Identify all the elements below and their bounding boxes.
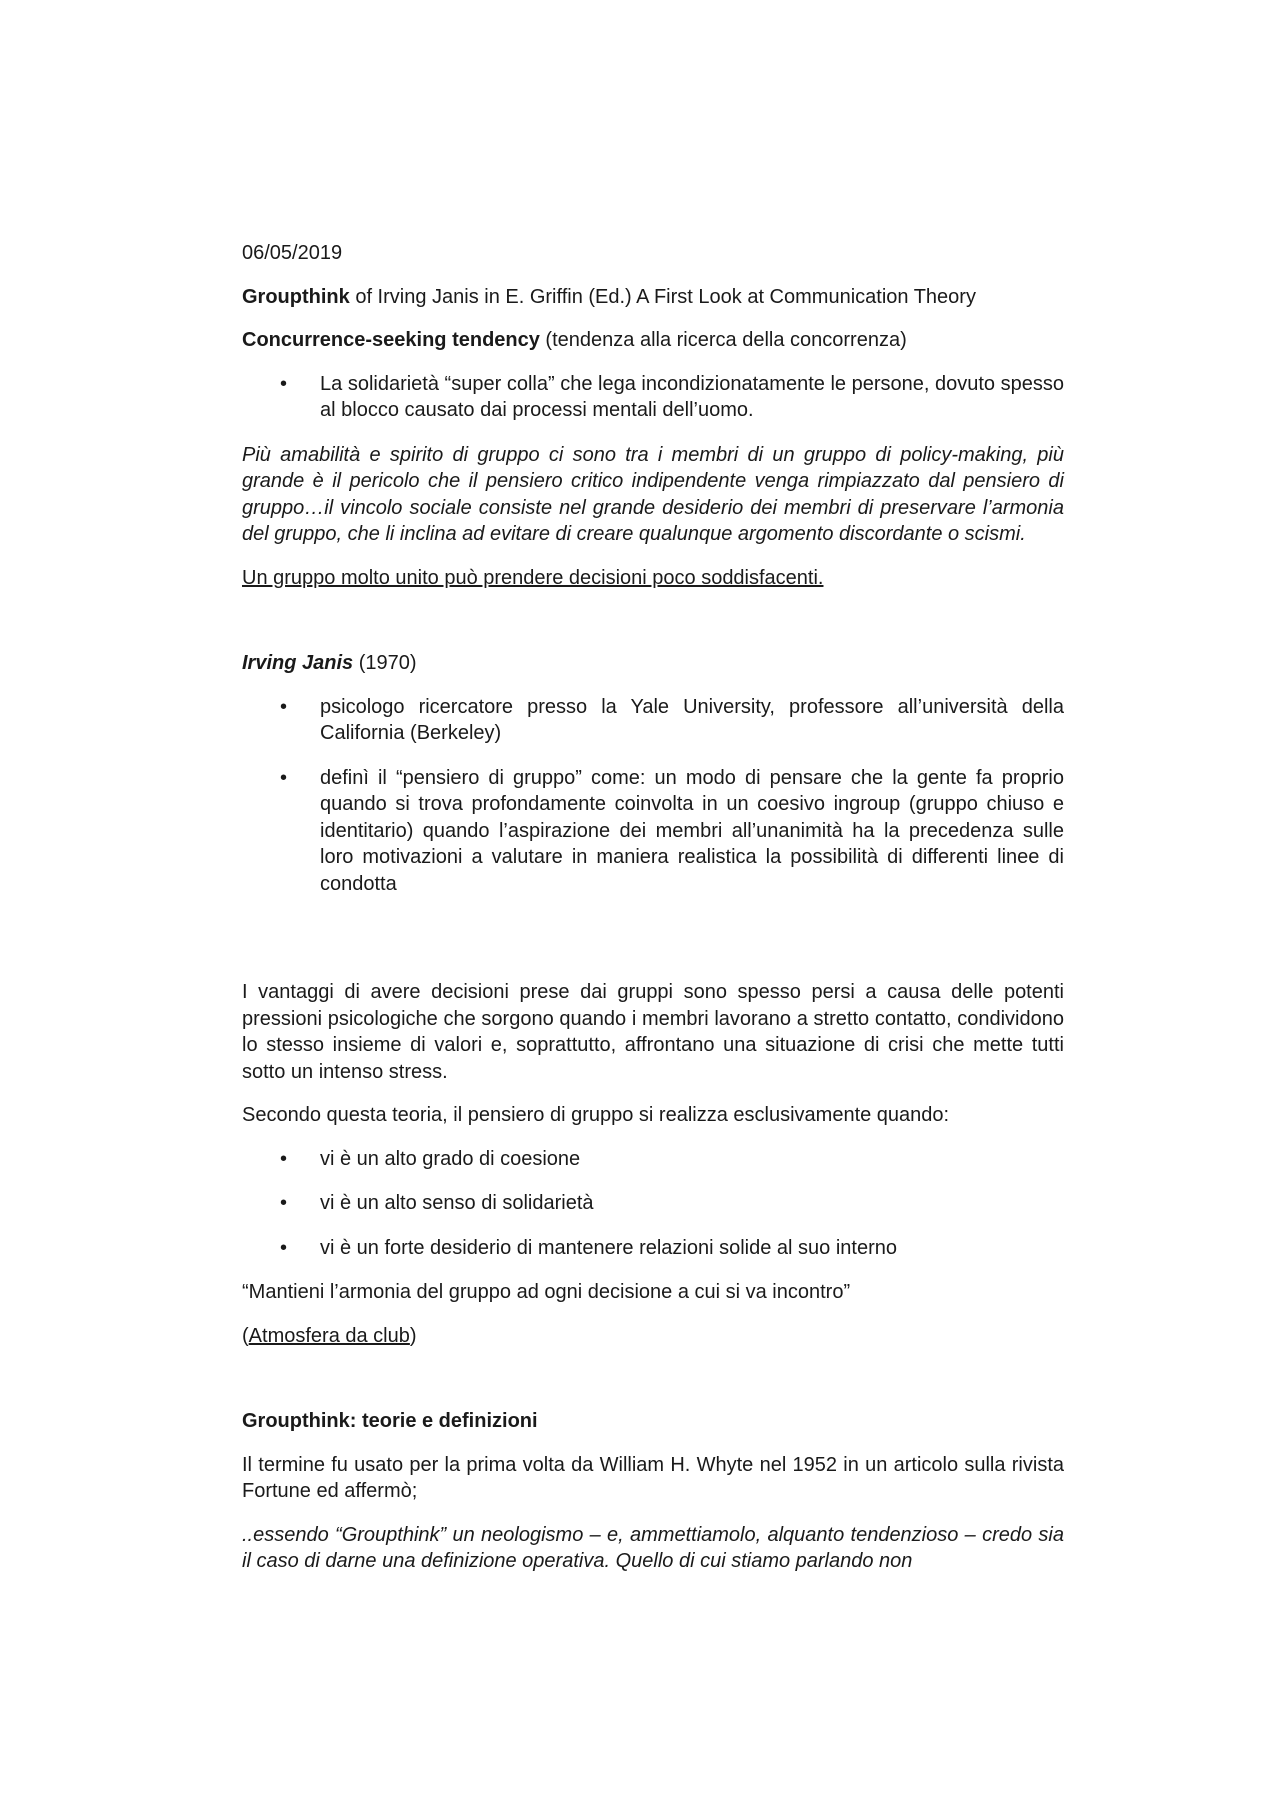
concurrence-list — [242, 371, 1064, 424]
list-item: • definì il “pensiero di gruppo” come: un modo di pensare che la gente fa proprio quando si trova profondamente coinvolta in un coesivo ingroup (gruppo chiuso e identitario) quando l’aspirazione dei membri all’unanimità ha la precedenza sulle loro motivazioni a valutare in maniera realistica la possibilità di differenti linee di condotta — [320, 765, 1064, 898]
list-item: • psicologo ricercatore presso la Yale University, professore all’università della California (Berkeley) — [320, 694, 1064, 747]
club-text: Atmosfera da club — [248, 1324, 410, 1347]
club-open-paren: ( — [242, 1324, 249, 1347]
list-item: • vi è un alto senso di solidarietà — [320, 1190, 1064, 1217]
theory-intro: Secondo questa teoria, il pensiero di gruppo si realizza esclusivamente quando: — [242, 1104, 950, 1126]
club-note — [242, 1323, 1064, 1350]
date: 06/05/2019 — [242, 242, 343, 264]
janis-list — [242, 694, 1064, 898]
section2-paragraph: Il termine fu usato per la prima volta da William H. Whyte nel 1952 in un articolo sulla rivista Fortune ed affermò; — [242, 1453, 1064, 1502]
motto: “Mantieni l’armonia del gruppo ad ogni decisione a cui si va incontro” — [242, 1281, 851, 1303]
list-item: • vi è un alto grado di coesione — [320, 1146, 1064, 1173]
advantages-paragraph: I vantaggi di avere decisioni prese dai gruppi sono spesso persi a causa delle potenti pressioni psicologiche che sorgono quando i membri lavorano a stretto contatto, condividono lo stesso insieme di valori e, soprattutto, affrontano una situazione di crisi che mette tutti sotto un intenso stress. — [242, 981, 1064, 1083]
section2-heading-text: Groupthink: teorie e definizioni — [242, 1410, 538, 1432]
quote-paragraph: Più amabilità e spirito di gruppo ci sono tra i membri di un gruppo di policy-making, più grande è il pericolo che il pensiero critico indipendente venga rimpiazzato dal pensiero di gruppo…il vincolo sociale consiste nel grande desiderio dei membri di preservare l’armonia del gruppo, che li inclina ad evitare di creare qualunque argomento discordante o scismi. — [242, 443, 1064, 545]
janis-year: (1970) — [353, 652, 417, 674]
conditions-list — [242, 1146, 1064, 1262]
janis-name: Irving Janis — [242, 652, 354, 674]
janis-heading — [242, 650, 1064, 677]
list-item: • La solidarietà “super colla” che lega incondizionatamente le persone, dovuto spesso al blocco causato dai processi mentali dell’uomo. — [320, 371, 1064, 424]
section2-heading — [242, 1408, 1064, 1435]
underlined-statement: Un gruppo molto unito può prendere decisioni poco soddisfacenti. — [242, 566, 824, 589]
concurrence-heading — [242, 327, 1064, 354]
intro-title-bold: Groupthink — [242, 285, 350, 308]
intro-line — [242, 284, 1064, 311]
section2-italic-paragraph: ..essendo “Groupthink” un neologismo – e, ammettiamolo, alquanto tendenzioso – credo sia il caso di darne una definizione operativa. Quello di cui stiamo parlando non — [242, 1523, 1064, 1572]
intro-title-rest: of Irving Janis in E. Griffin (Ed.) A First Look at Communication Theory — [349, 285, 976, 308]
club-close-paren: ) — [409, 1324, 417, 1347]
concurrence-label-bold: Concurrence-seeking tendency — [242, 329, 540, 351]
list-item: • vi è un forte desiderio di mantenere relazioni solide al suo interno — [320, 1235, 1064, 1262]
concurrence-label-rest: (tendenza alla ricerca della concorrenza) — [539, 329, 907, 351]
